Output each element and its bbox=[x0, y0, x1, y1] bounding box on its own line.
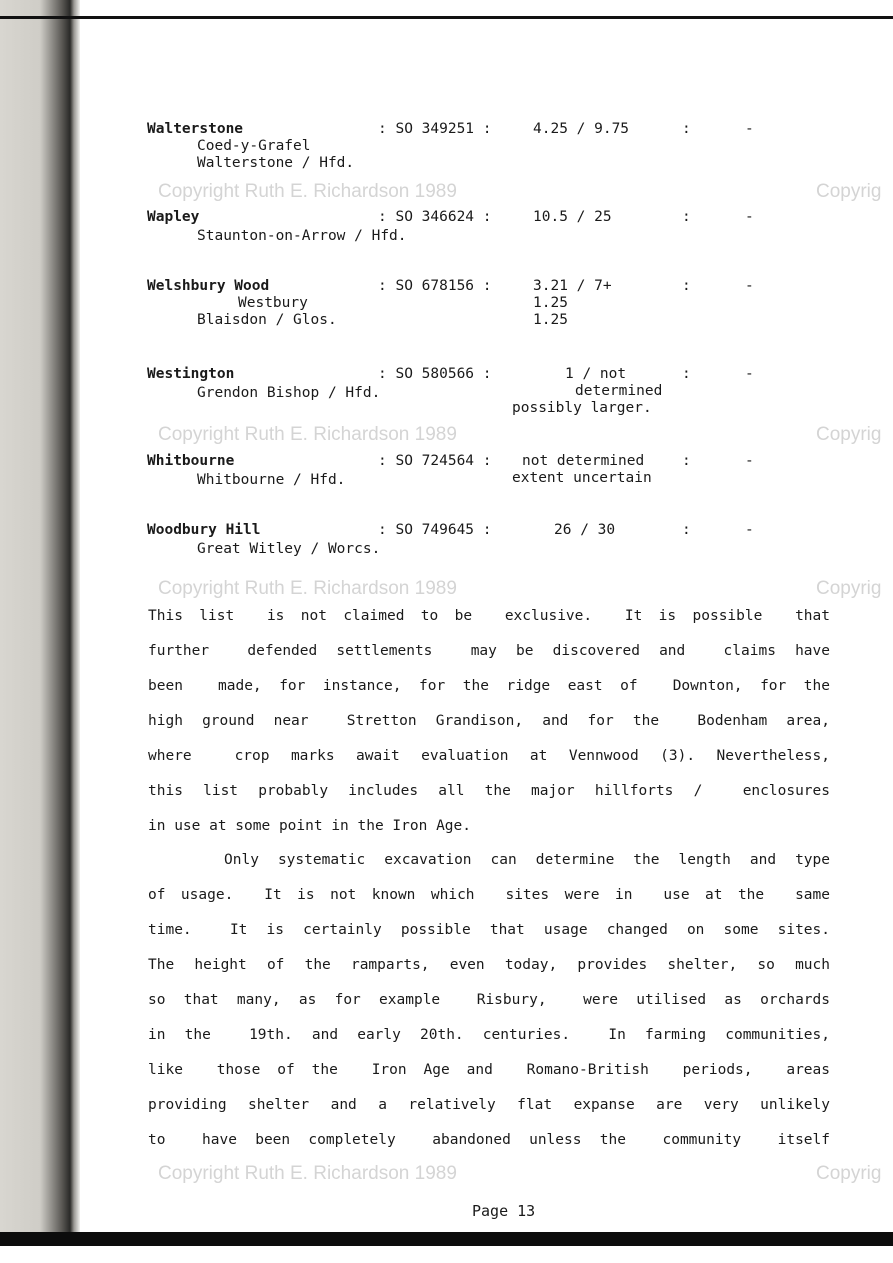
site-area-detail: 1.25 bbox=[533, 295, 568, 311]
site-location: Grendon Bishop / Hfd. bbox=[197, 385, 381, 401]
site-note: - bbox=[745, 121, 754, 137]
page-number: Page 13 bbox=[472, 1202, 536, 1220]
site-location: Westbury bbox=[238, 295, 308, 311]
separator: : bbox=[682, 522, 691, 538]
site-area-detail: 1.25 bbox=[533, 312, 568, 328]
text-line: been made, for instance, for the ridge east of Downton, for the bbox=[148, 678, 830, 694]
site-name: Wapley bbox=[147, 209, 200, 225]
watermark-edge: Copyrig bbox=[816, 424, 882, 445]
site-area: 4.25 / 9.75 bbox=[533, 121, 630, 137]
site-location: Whitbourne / Hfd. bbox=[197, 472, 346, 488]
site-note: - bbox=[745, 453, 754, 469]
site-location: Staunton-on-Arrow / Hfd. bbox=[197, 228, 407, 244]
site-name: Whitbourne bbox=[147, 453, 235, 469]
site-location: Walterstone / Hfd. bbox=[197, 155, 355, 171]
text-line: Only systematic excavation can determine the length and type bbox=[148, 852, 830, 868]
site-note: - bbox=[745, 522, 754, 538]
text-line: this list probably includes all the major hillforts / enclosures bbox=[148, 783, 830, 799]
scan-bottom-edge bbox=[0, 1232, 893, 1246]
text-line: The height of the ramparts, even today, provides shelter, so much bbox=[148, 957, 830, 973]
text-line: This list is not claimed to be exclusive. It is possible that bbox=[148, 608, 830, 624]
scan-top-edge bbox=[0, 16, 893, 19]
site-area: 1 / not bbox=[565, 366, 627, 382]
site-area-detail: possibly larger. bbox=[512, 400, 652, 416]
separator: : bbox=[682, 209, 691, 225]
site-location: Great Witley / Worcs. bbox=[197, 541, 381, 557]
watermark: Copyright Ruth E. Richardson 1989 bbox=[158, 578, 457, 599]
watermark: Copyright Ruth E. Richardson 1989 bbox=[158, 181, 457, 202]
site-name: Westington bbox=[147, 366, 235, 382]
grid-reference: : SO 678156 : bbox=[378, 278, 492, 294]
watermark-edge: Copyrig bbox=[816, 181, 882, 202]
grid-reference: : SO 580566 : bbox=[378, 366, 492, 382]
site-area: 10.5 / 25 bbox=[533, 209, 612, 225]
text-line: of usage. It is not known which sites were in use at the same bbox=[148, 887, 830, 903]
text-line: high ground near Stretton Grandison, and for the Bodenham area, bbox=[148, 713, 830, 729]
separator: : bbox=[682, 453, 691, 469]
site-note: - bbox=[745, 278, 754, 294]
separator: : bbox=[682, 366, 691, 382]
watermark: Copyright Ruth E. Richardson 1989 bbox=[158, 1163, 457, 1184]
grid-reference: : SO 349251 : bbox=[378, 121, 492, 137]
site-area: 3.21 / 7+ bbox=[533, 278, 612, 294]
text-line: like those of the Iron Age and Romano-British periods, areas bbox=[148, 1062, 830, 1078]
site-area: 26 / 30 bbox=[554, 522, 616, 538]
text-line: in use at some point in the Iron Age. bbox=[148, 818, 472, 834]
text-line: providing shelter and a relatively flat expanse are very unlikely bbox=[148, 1097, 830, 1113]
grid-reference: : SO 749645 : bbox=[378, 522, 492, 538]
text-line: to have been completely abandoned unless the community itself bbox=[148, 1132, 830, 1148]
watermark-edge: Copyrig bbox=[816, 578, 882, 599]
text-line: further defended settlements may be discovered and claims have bbox=[148, 643, 830, 659]
watermark-edge: Copyrig bbox=[816, 1163, 882, 1184]
watermark: Copyright Ruth E. Richardson 1989 bbox=[158, 424, 457, 445]
text-line: where crop marks await evaluation at Vennwood (3). Nevertheless, bbox=[148, 748, 830, 764]
book-binding-shadow bbox=[0, 0, 80, 1263]
site-area-detail: extent uncertain bbox=[512, 470, 652, 486]
site-location: Coed-y-Grafel bbox=[197, 138, 311, 154]
site-location: Blaisdon / Glos. bbox=[197, 312, 337, 328]
separator: : bbox=[682, 121, 691, 137]
text-line: in the 19th. and early 20th. centuries. In farming communities, bbox=[148, 1027, 830, 1043]
site-name: Woodbury Hill bbox=[147, 522, 261, 538]
site-area-detail: determined bbox=[575, 383, 663, 399]
site-name: Walterstone bbox=[147, 121, 244, 137]
site-note: - bbox=[745, 366, 754, 382]
text-line: time. It is certainly possible that usage changed on some sites. bbox=[148, 922, 830, 938]
site-note: - bbox=[745, 209, 754, 225]
site-area: not determined bbox=[522, 453, 645, 469]
grid-reference: : SO 346624 : bbox=[378, 209, 492, 225]
grid-reference: : SO 724564 : bbox=[378, 453, 492, 469]
separator: : bbox=[682, 278, 691, 294]
site-name: Welshbury Wood bbox=[147, 278, 270, 294]
text-line: so that many, as for example Risbury, were utilised as orchards bbox=[148, 992, 830, 1008]
